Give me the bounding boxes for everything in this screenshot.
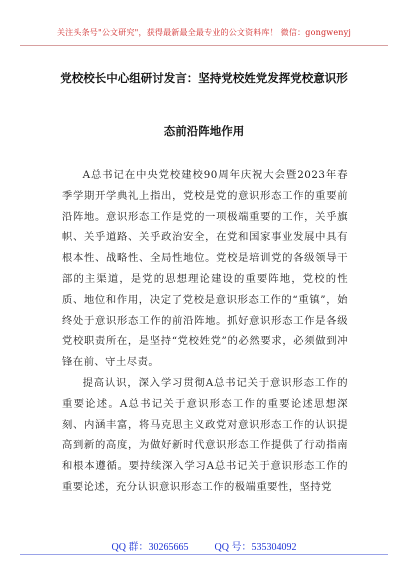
body-paragraph-1: A总书记在中央党校建校90周年庆祝大会暨2023年春季学期开学典礼上指出，党校是党的意识形态工作的重要前沿阵地。意识形态工作是党的一项极端重要的工作，关乎旗帜、关乎道路、关乎政治安全，在党和国家事业发展中具有根本性、战略性、全局性地位。党校是培训党的各级领导干部的主渠道，是党的思想理论建设的重要阵地，党校的性质、地位和作用，决定了党校是意识形态工作的“重镇”，始终处于意识形态工作的前沿阵地。抓好意识形态工作是各级党校职责所在，是坚持“党校姓党”的必然要求，必须做到冲锋在前、守土尽责。 — [62, 169, 348, 369]
body-paragraph-2: 提高认识，深入学习贯彻A总书记关于意识形态工作的重要论述。A总书记关于意识形态工作的重要论述思想深刻、内涵丰富，将马克思主义政党对意识形态工作的认识提高到新的高度，为做好新时代意识形态工作提供了行动指南和根本遵循。要持续深入学习A总书记关于意识形态工作的重要论述，充分认识意识形态工作的极端重要性，坚持党 — [62, 376, 348, 493]
footer-contact — [0, 538, 408, 553]
document-title-line-1: 党校校长中心组研讨发言：坚持党校姓党发挥党校意识形 — [60, 71, 348, 85]
header-promo-note: 关注头条号"公文研究"，获得最新最全最专业的公文资料库！ 微信：gongwenyj — [56, 28, 352, 37]
footer-qq-group: QQ 群：30265665 — [111, 542, 189, 553]
document-title-line-2: 态前沿阵地作用 — [163, 124, 245, 138]
footer-divider — [20, 554, 388, 555]
document-body — [62, 165, 348, 498]
header-divider — [20, 45, 388, 46]
footer-qq-number: QQ 号：535304092 — [214, 542, 297, 553]
